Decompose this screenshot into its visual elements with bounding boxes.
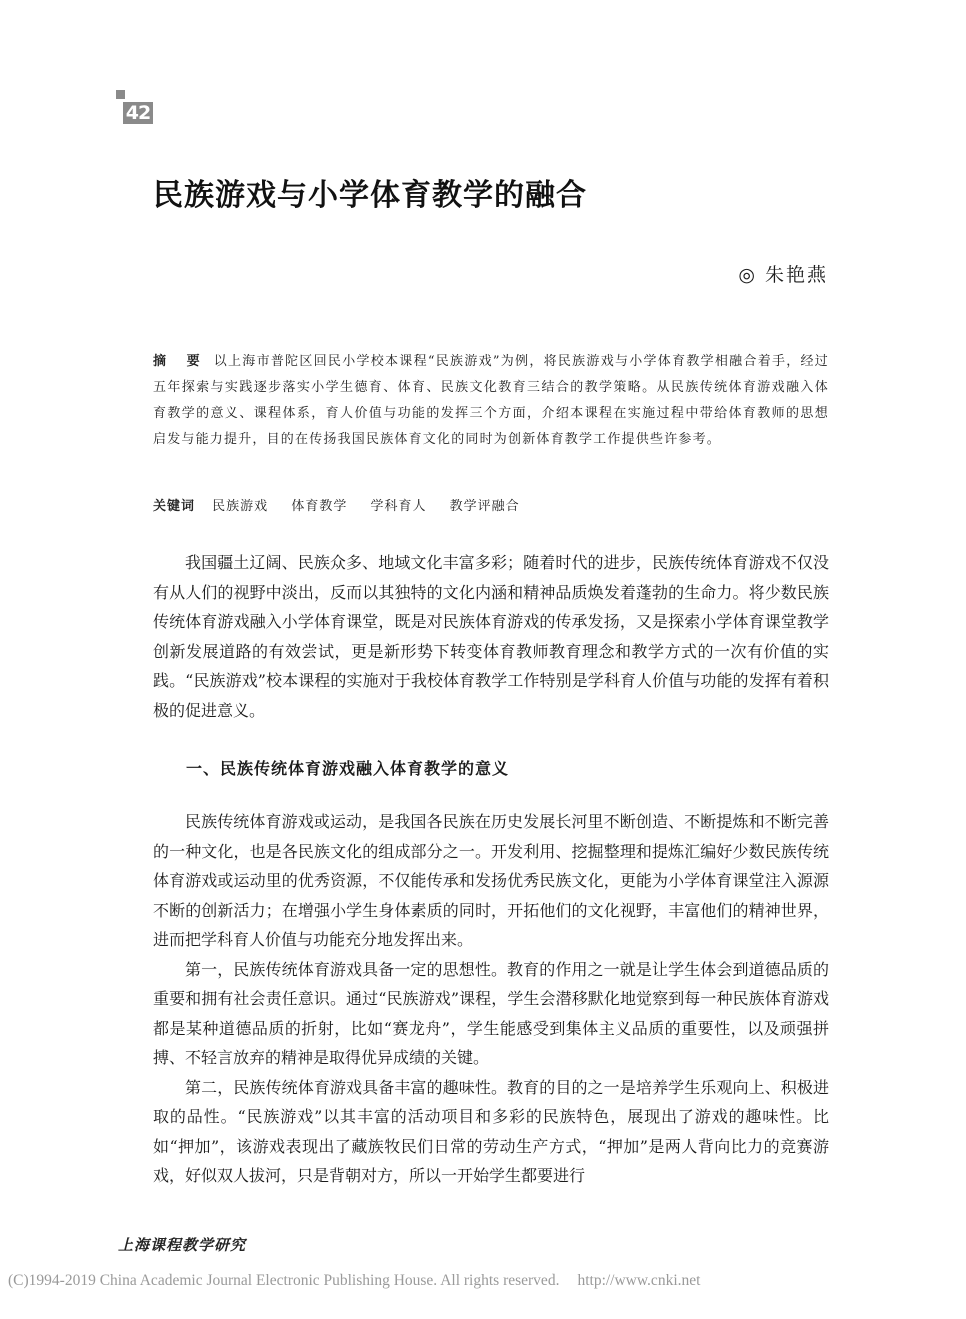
body-paragraph: 第一，民族传统体育游戏具备一定的思想性。教育的作用之一就是让学生体会到道德品质的重要和拥有社会责任意识。通过“民族游戏”课程，学生会潜移默化地觉察到每一种民族体育游戏都是某种道德品质的折射，比如“赛龙舟”，学生能感受到集体主义品质的重要性，以及顽强拼搏、不轻言放弃的精神是取得优异成绩的关键。 [153,959,829,1067]
badge-square-decoration [116,90,125,99]
abstract [153,349,829,453]
copyright-notice [8,1272,700,1290]
abstract-text: 以上海市普陀区回民小学校本课程“民族游戏”为例，将民族游戏与小学体育教学相融合着手，经过五年探索与实践逐步落实小学生德育、体育、民族文化教育三结合的教学策略。从民族传统体育游戏融入体育教学的意义、课程体系，育人价值与功能的发挥三个方面，介绍本课程在实施过程中带给体育教师的思想启发与能力提升，目的在传扬我国民族体育文化的同时为创新体育教学工作提供些许参考。 [153,354,829,447]
cnki-url: http://www.cnki.net [577,1272,701,1289]
section-heading: 一、民族传统体育游戏融入体育教学的意义 [186,759,510,778]
keyword-item: 民族游戏 [212,499,269,514]
keyword-item: 体育教学 [291,499,348,514]
intro-section [153,548,829,725]
journal-name: 上海课程教学研究 [118,1236,247,1254]
intro-paragraph: 我国疆土辽阔、民族众多、地域文化丰富多彩；随着时代的进步，民族传统体育游戏不仅没有从人们的视野中淡出，反而以其独特的文化内涵和精神品质焕发着蓬勃的生命力。将少数民族传统体育游戏融入小学体育课堂，既是对民族体育游戏的传承发扬，又是探索小学体育课堂教学创新发展道路的有效尝试，更是新形势下转变体育教师教育理念和教学方式的一次有价值的实践。“民族游戏”校本课程的实施对于我校体育教学工作特别是学科育人价值与功能的发挥有着积极的促进意义。 [153,553,829,720]
section-1-body [153,807,829,1191]
body-paragraph: 第二，民族传统体育游戏具备丰富的趣味性。教育的目的之一是培养学生乐观向上、积极进取的品性。“民族游戏”以其丰富的活动项目和多彩的民族特色，展现出了游戏的趣味性。比如“押加”，该游戏表现出了藏族牧民们日常的劳动生产方式，“押加”是两人背向比力的竞赛游戏，好似双人拔河，只是背朝对方，所以一开始学生都要进行 [153,1077,829,1185]
keywords-label: 关键词 [153,499,196,514]
article-title: 民族游戏与小学体育教学的融合 [153,178,587,213]
abstract-label: 摘 要 [153,354,208,369]
keyword-item: 学科育人 [370,499,427,514]
keywords [153,495,538,514]
article-author: ◎ 朱艳燕 [738,264,828,286]
copyright-text: (C)1994-2019 China Academic Journal Electronic Publishing House. All rights reserved. [8,1272,560,1289]
body-paragraph: 民族传统体育游戏或运动，是我国各民族在历史发展长河里不断创造、不断提炼和不断完善的一种文化，也是各民族文化的组成部分之一。开发利用、挖掘整理和提炼汇编好少数民族传统体育游戏或运动里的优秀资源，不仅能传承和发扬优秀民族文化，更能为小学体育课堂注入源源不断的创新活力；在增强小学生身体素质的同时，开拓他们的文化视野，丰富他们的精神世界，进而把学科育人价值与功能充分地发挥出来。 [153,812,829,949]
page-number: 42 [123,102,153,124]
keyword-item: 教学评融合 [449,499,520,514]
